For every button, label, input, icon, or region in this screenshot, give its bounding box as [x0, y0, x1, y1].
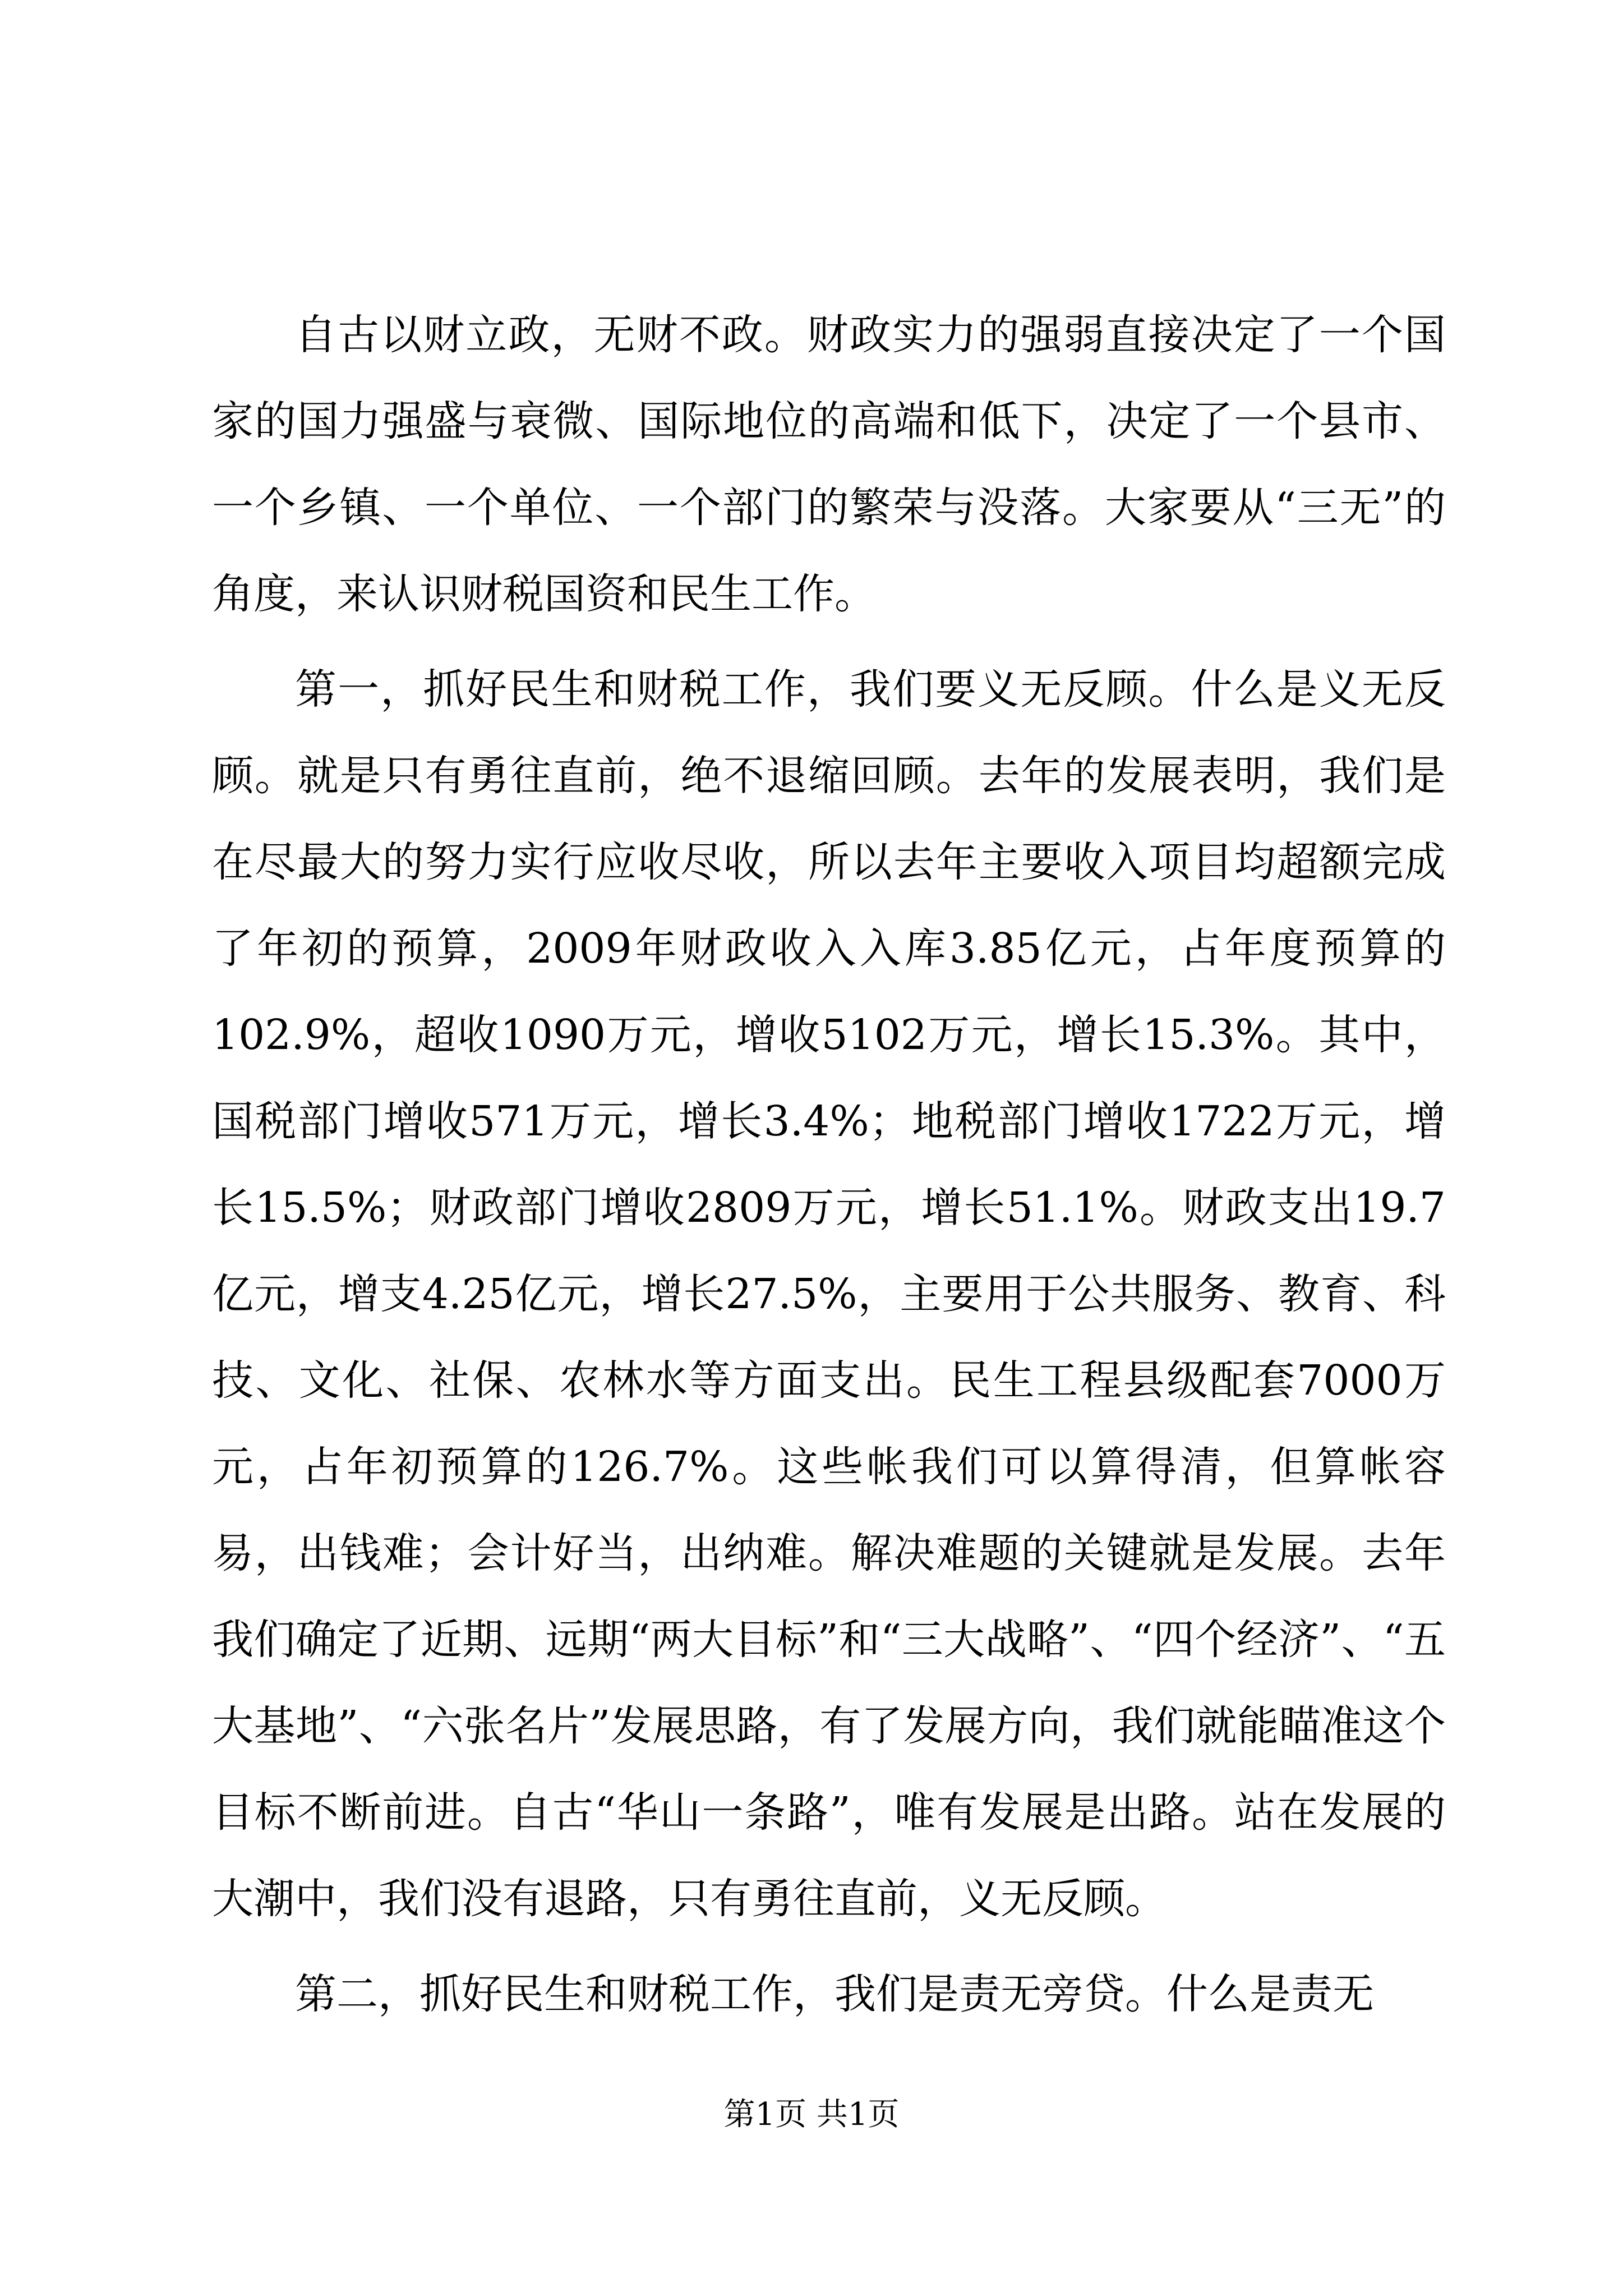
paragraph-intro: 自古以财立政，无财不政。财政实力的强弱直接决定了一个国家的国力强盛与衰微、国际地位的高端和低下，决定了一个县市、一个乡镇、一个单位、一个部门的繁荣与没落。大家要从“三无”的角度，来认识财税国资和民生工作。	[212, 311, 1446, 618]
paragraph-first-point: 第一，抓好民生和财税工作，我们要义无反顾。什么是义无反顾。就是只有勇往直前，绝不退缩回顾。去年的发展表明，我们是在尽最大的努力实行应收尽收，所以去年主要收入项目均超额完成了年初的预算，2009年财政收入入库3.85亿元，占年度预算的102.9%，超收1090万元，增收5102万元，增长15.3%。其中，国税部门增收571万元，增长3.4%；地税部门增收1722万元，增长15.5%；财政部门增收2809万元，增长51.1%。财政支出19.7亿元，增支4.25亿元，增长27.5%，主要用于公共服务、教育、科技、文化、社保、农林水等方面支出。民生工程县级配套7000万元，占年初预算的126.7%。这些帐我们可以算得清，但算帐容易，出钱难；会计好当，出纳难。解决难题的关键就是发展。去年我们确定了近期、远期“两大目标”和“三大战略”、“四个经济”、“五大基地”、“六张名片”发展思路，有了发展方向，我们就能瞄准这个目标不断前进。自古“华山一条路”，唯有发展是出路。站在发展的大潮中，我们没有退路，只有勇往直前，义无反顾。	[212, 665, 1446, 1923]
document-body	[212, 292, 1446, 2037]
paragraph-second-point: 第二，抓好民生和财税工作，我们是责无旁贷。什么是责无	[295, 1970, 1374, 2018]
page-number-footer: 第1页 共1页	[723, 2096, 900, 2133]
